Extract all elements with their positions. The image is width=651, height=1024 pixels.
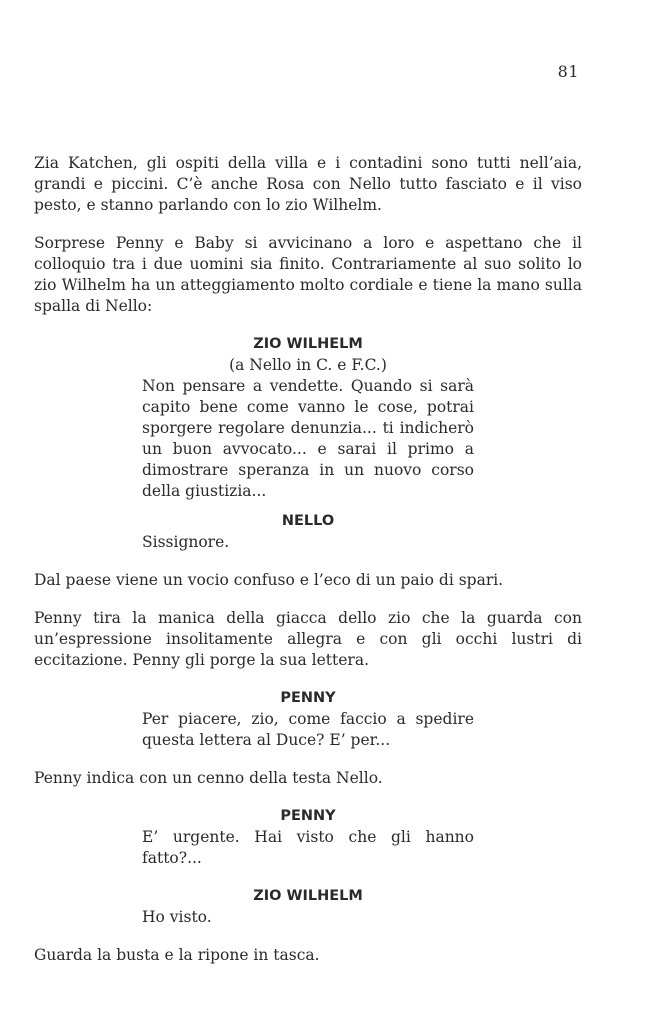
- character-name: PENNY: [280, 690, 336, 706]
- action-paragraph: Penny tira la manica della giacca dello zio che la guarda con un’espressione insolitamente allegra e con gli occhi lustri di eccitazione. Penny gli porge la sua lettera.: [34, 609, 582, 669]
- dialogue-block: [142, 688, 474, 751]
- dialogue-line: Non pensare a vendette. Quando si sarà capito bene come vanno le cose, potrai sporgere regolare denunzia... ti indicherò un buon avvocato... e sarai il primo a dimostrare speranza in un nuovo corso della giustizia...: [142, 377, 474, 500]
- dialogue-block: [142, 806, 474, 869]
- dialogue-block: [142, 334, 474, 502]
- action-paragraph: Penny indica con un cenno della testa Nello.: [34, 769, 383, 787]
- action-paragraph: Guarda la busta e la ripone in tasca.: [34, 946, 320, 964]
- dialogue-line: Per piacere, zio, come faccio a spedire questa lettera al Duce? E’ per...: [142, 710, 474, 749]
- page-number: 81: [557, 62, 579, 81]
- character-name: NELLO: [281, 513, 335, 529]
- character-name: ZIO WILHELM: [253, 336, 363, 352]
- dialogue-block: [142, 886, 474, 928]
- dialogue-block: [142, 511, 474, 553]
- action-paragraph: Zia Katchen, gli ospiti della villa e i contadini sono tutti nell’aia, grandi e piccini. C’è anche Rosa con Nello tutto fasciato e il viso pesto, e stanno parlando con lo zio Wilhelm.: [34, 154, 582, 214]
- dialogue-line: Sissignore.: [142, 533, 230, 551]
- screenplay-body: [34, 153, 582, 966]
- dialogue-line: E’ urgente. Hai visto che gli hanno fatto?...: [142, 828, 474, 867]
- action-paragraph: Dal paese viene un vocio confuso e l’eco di un paio di spari.: [34, 571, 504, 589]
- character-name: ZIO WILHELM: [253, 888, 363, 904]
- character-name: PENNY: [280, 808, 336, 824]
- parenthetical: (a Nello in C. e F.C.): [229, 356, 387, 374]
- dialogue-line: Ho visto.: [142, 908, 212, 926]
- action-paragraph: Sorprese Penny e Baby si avvicinano a loro e aspettano che il colloquio tra i due uomini sia finito. Contrariamente al suo solito lo zio Wilhelm ha un atteggiamento molto cordiale e tiene la mano sulla spalla di Nello:: [34, 234, 582, 315]
